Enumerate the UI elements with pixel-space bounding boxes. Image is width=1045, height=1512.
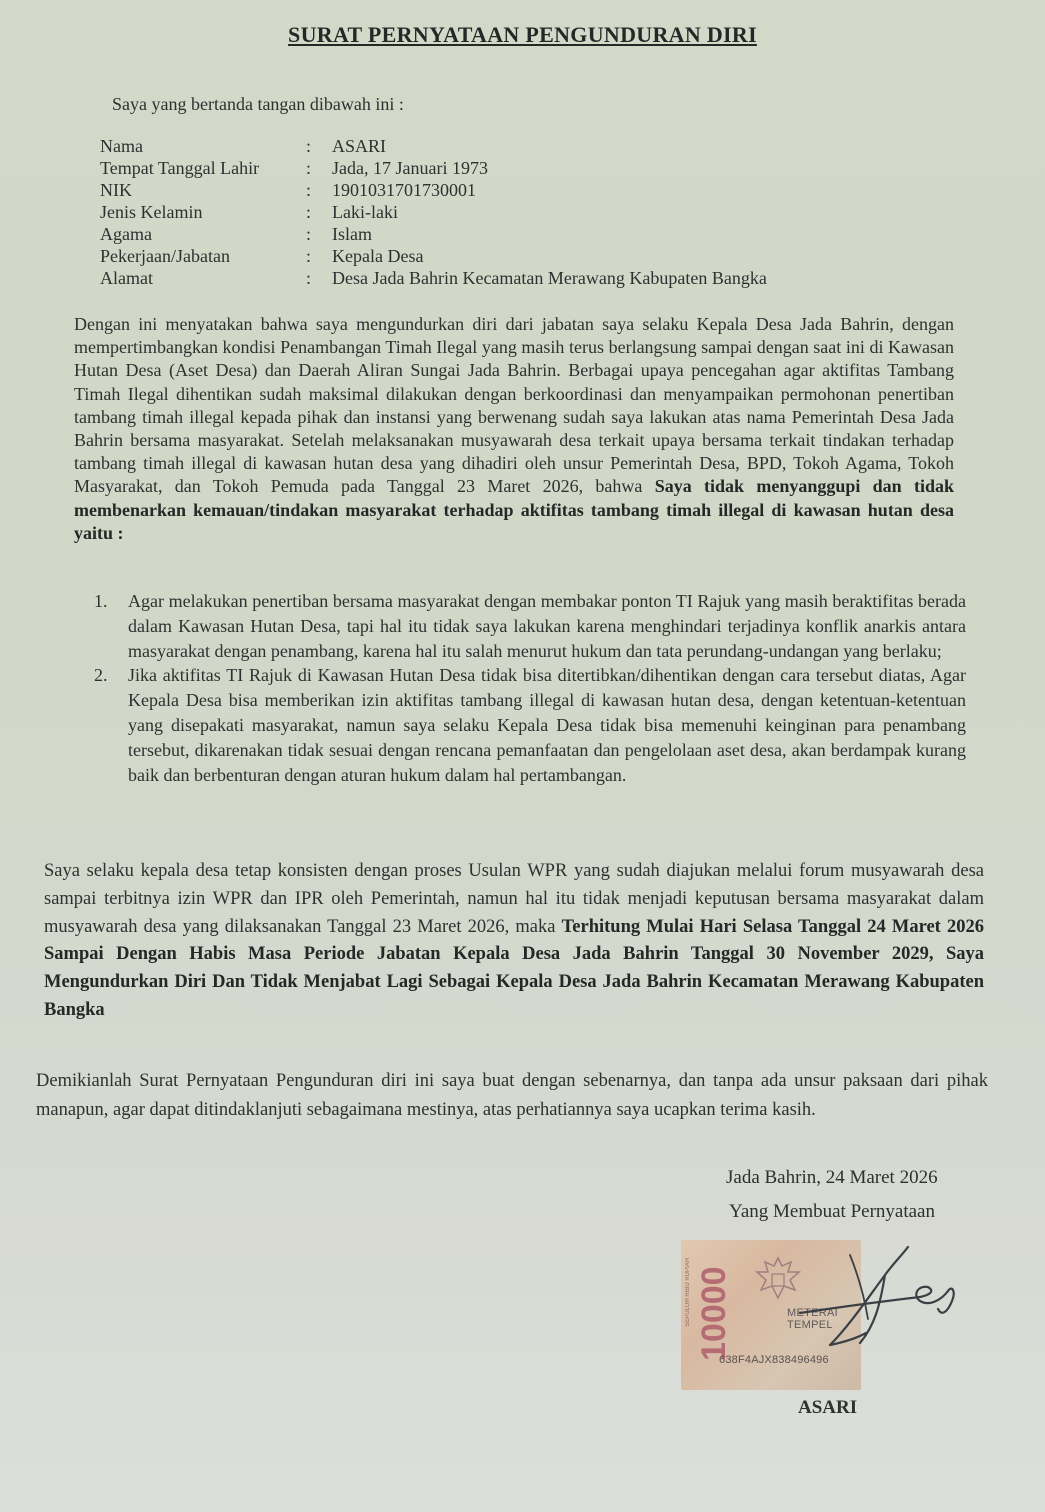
closing-paragraph: Demikianlah Surat Pernyataan Pengunduran diri ini saya buat dengan sebenarnya, dan tanpa ada unsur paksaan dari pihak manapun, agar dapat ditindaklanjuti sebagaimana mestinya, atas perhatiannya saya ucapkan terima kasih. <box>36 1071 988 1120</box>
identity-label: Pekerjaan/Jabatan <box>100 246 230 266</box>
statement-text: Dengan ini menyatakan bahwa saya mengundurkan diri dari jabatan saya selaku Kepala Desa Jada Bahrin, dengan mempertimbangkan kondisi Penambangan Timah Ilegal yang masih terus berlangsung sampai dengan saat ini di Kawasan Hutan Desa (Aset Desa) dan Daerah Aliran Sungai Jada Bahrin. Berbagai upaya pencegahan agar aktifitas Tambang Timah Ilegal dihentikan sudah maksimal dilakukan dengan berkoordinasi dan menyampaikan permohonan penertiban tambang timah illegal kepada pihak dan instansi yang berwenang sudah saya lakukan atas nama Pemerintah Desa Jada Bahrin bersama masyarakat. Setelah melaksanakan musyawarah desa terkait upaya bersama terkait tindakan terhadap tambang timah illegal di kawasan hutan desa yang dihadiri oleh unsur Pemerintah Desa, BPD, Tokoh Agama, Tokoh Masyarakat, dan Tokoh Pemuda pada Tanggal 23 Maret 2026, bahwa <box>74 314 954 497</box>
statement-bold: Saya tidak menyanggupi dan tidak membenarkan kemauan/tindakan masyarakat terhadap aktifitas tambang timah illegal di kawasan hutan desa yaitu : <box>74 476 955 543</box>
colon: : <box>306 158 312 178</box>
identity-table <box>100 136 767 290</box>
stamp-label-line1: METERAI <box>787 1307 838 1319</box>
identity-label: NIK <box>100 180 132 200</box>
identity-value: Desa Jada Bahrin Kecamatan Merawang Kabupaten Bangka <box>332 268 767 288</box>
identity-value: 1901031701730001 <box>332 180 476 200</box>
signer-name: ASARI <box>798 1397 858 1418</box>
identity-label: Nama <box>100 136 143 156</box>
signature-icon <box>680 1235 990 1375</box>
colon: : <box>306 268 312 288</box>
resignation-bold: Terhitung Mulai Hari Selasa Tanggal 24 Maret 2026 Sampai Dengan Habis Masa Periode Jabatan Kepala Desa Jada Bahrin Tanggal 30 November 2029, Saya Mengundurkan Diri Dan Tidak Menjabat Lagi Sebagai Kepala Desa Jada Bahrin Kecamatan Merawang Kabupaten Bangka <box>44 916 984 1020</box>
list-number: 1. <box>94 591 108 611</box>
identity-row-address <box>100 268 767 290</box>
document-title: SURAT PERNYATAAN PENGUNDURAN DIRI <box>288 22 757 47</box>
identity-value: Jada, 17 Januari 1973 <box>332 158 488 178</box>
place-date: Jada Bahrin, 24 Maret 2026 <box>726 1167 938 1188</box>
stamp-label-line2: TEMPEL <box>787 1319 833 1331</box>
identity-label: Jenis Kelamin <box>100 202 203 222</box>
intro-text: Saya yang bertanda tangan dibawah ini : <box>112 94 404 114</box>
list-number: 2. <box>94 665 108 686</box>
colon: : <box>306 224 312 244</box>
identity-value: Laki-laki <box>332 202 398 222</box>
identity-row-ttl <box>100 158 767 180</box>
list-item <box>94 663 966 787</box>
identity-row-nik <box>100 180 767 202</box>
colon: : <box>306 180 312 200</box>
list-text: Jika aktifitas TI Rajuk di Kawasan Hutan Desa tidak bisa ditertibkan/dihentikan dengan cara tersebut diatas, Agar Kepala Desa bisa memberikan izin aktifitas tambang illegal di kawasan hutan desa, dengan ketentuan-ketentuan yang disepakati masyarakat, namun saya selaku Kepala Desa tidak bisa memenuhi keinginan para penambang tersebut, dikarenakan tidak sesuai dengan rencana pemanfaatan dan pengelolaan aset desa, akan berdampak kurang baik dan berbenturan dengan aturan hukum dalam hal pertambangan. <box>128 665 966 785</box>
reason-list <box>94 589 966 787</box>
stamp-serial: 638F4AJX838496496 <box>719 1354 829 1366</box>
identity-label: Tempat Tanggal Lahir <box>100 158 260 178</box>
identity-value: ASARI <box>332 136 387 156</box>
identity-value: Islam <box>332 224 372 244</box>
identity-row-religion <box>100 224 767 246</box>
identity-value: Kepala Desa <box>332 246 424 266</box>
stamp-value: 10000 <box>695 1266 733 1362</box>
identity-label: Alamat <box>100 268 153 288</box>
colon: : <box>306 246 312 266</box>
list-text: Agar melakukan penertiban bersama masyarakat dengan membakar ponton TI Rajuk yang masih beraktifitas berada dalam Kawasan Hutan Desa, tapi hal itu tidak saya lakukan karena menghindari terjadinya konflik anarkis antara masyarakat dengan penambang, karena hal itu salah menurut hukum dan tata perundang-undangan yang berlaku; <box>128 591 966 661</box>
identity-row-gender <box>100 202 767 224</box>
identity-row-job <box>100 246 767 268</box>
colon: : <box>306 202 312 222</box>
identity-label: Agama <box>100 224 152 244</box>
stamp-small-text: SEPULUH RIBU RUPIAH <box>685 1258 691 1327</box>
list-item <box>94 589 966 663</box>
colon: : <box>306 136 312 156</box>
resignation-text: Saya selaku kepala desa tetap konsisten dengan proses Usulan WPR yang sudah diajukan melalui forum musyawarah desa sampai terbitnya izin WPR dan IPR oleh Pemerintah, namun hal itu tidak menjadi keputusan bersama masyarakat dalam musyawarah desa yang dilaksanakan Tanggal 23 Maret 2026, maka <box>44 861 984 937</box>
resignation-paragraph <box>44 858 984 1025</box>
maker-label: Yang Membuat Pernyataan <box>729 1201 935 1222</box>
identity-row-nama <box>100 136 767 158</box>
statement-paragraph <box>74 313 954 545</box>
